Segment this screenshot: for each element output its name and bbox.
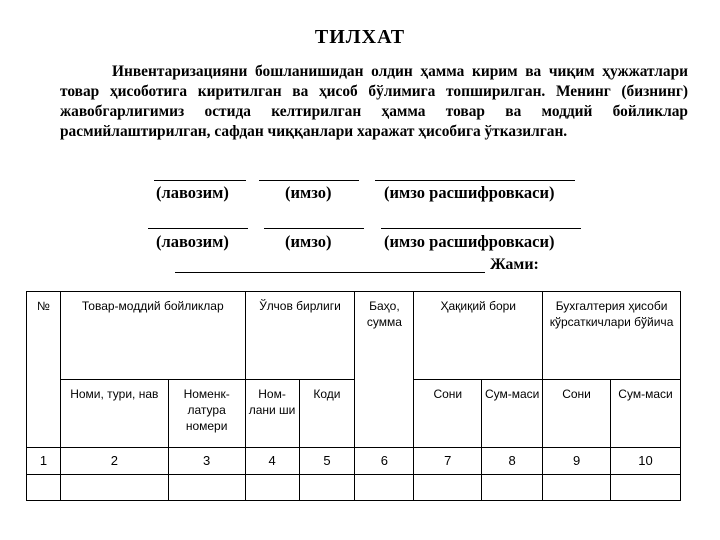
empty-cell <box>299 475 355 501</box>
column-number-cell: 5 <box>299 448 355 475</box>
subheader-actual-qty: Сони <box>414 380 482 448</box>
empty-cell <box>611 475 681 501</box>
empty-cell <box>482 475 543 501</box>
column-number-cell: 1 <box>27 448 61 475</box>
signature-line-decoding-2 <box>381 228 581 229</box>
column-number-cell: 10 <box>611 448 681 475</box>
column-number-cell: 2 <box>60 448 168 475</box>
subheader-unit-name: Ном-лани ши <box>245 380 299 448</box>
signature-line-decoding-1 <box>375 180 575 181</box>
total-label: Жами: <box>490 256 539 273</box>
subheader-acc-qty: Сони <box>543 380 611 448</box>
column-number-cell: 9 <box>543 448 611 475</box>
signature-line-signature-1 <box>259 180 359 181</box>
header-actual: Ҳақиқий бори <box>414 292 543 380</box>
header-unit: Ўлчов бирлиги <box>245 292 355 380</box>
subheader-nomenclature: Номенк-латура номери <box>168 380 245 448</box>
empty-cell <box>168 475 245 501</box>
column-number-cell: 8 <box>482 448 543 475</box>
signature-line-signature-2 <box>264 228 364 229</box>
header-price: Баҳо, сумма <box>355 292 414 448</box>
empty-cell <box>543 475 611 501</box>
signature-position-label-1: (лавозим) <box>156 183 229 202</box>
signature-line-position-1 <box>154 180 246 181</box>
subheader-acc-sum: Сум-маси <box>611 380 681 448</box>
empty-cell <box>414 475 482 501</box>
total-line <box>175 272 485 273</box>
subheader-name: Номи, тури, нав <box>60 380 168 448</box>
empty-cell <box>355 475 414 501</box>
signature-decoding-label-1: (имзо расшифровкаси) <box>384 183 555 202</box>
column-number-cell: 3 <box>168 448 245 475</box>
signature-label-2: (имзо) <box>285 232 332 251</box>
document-title: ТИЛХАТ <box>314 26 406 48</box>
signature-position-label-2: (лавозим) <box>156 232 229 251</box>
inventory-table <box>26 291 681 501</box>
signature-label-1: (имзо) <box>285 183 332 202</box>
signature-decoding-label-2: (имзо расшифровкаси) <box>384 232 555 251</box>
signature-line-position-2 <box>148 228 248 229</box>
empty-cell <box>27 475 61 501</box>
subheader-code: Коди <box>299 380 355 448</box>
statement-paragraph: Инвентаризацияни бошланишидан олдин ҳамма кирим ва чиқим ҳужжатлари товар ҳисоботига киритилган ва ҳисоб бўлимига топширилган. Менинг (бизнинг) жавобгарлигимиз остида келтирилган ҳамма товар ва моддий бойликлар расмийлаштирилган, сафдан чиққанлари харажат ҳисобига ўтказилган. <box>60 63 688 140</box>
subheader-actual-sum: Сум-маси <box>482 380 543 448</box>
empty-cell <box>245 475 299 501</box>
column-number-cell: 6 <box>355 448 414 475</box>
header-accounting: Бухгалтерия ҳисоби кўрсаткичлари бўйича <box>543 292 681 380</box>
header-goods: Товар-моддий бойликлар <box>60 292 245 380</box>
empty-cell <box>60 475 168 501</box>
column-number-cell: 4 <box>245 448 299 475</box>
column-number-cell: 7 <box>414 448 482 475</box>
header-number: № <box>27 292 61 448</box>
